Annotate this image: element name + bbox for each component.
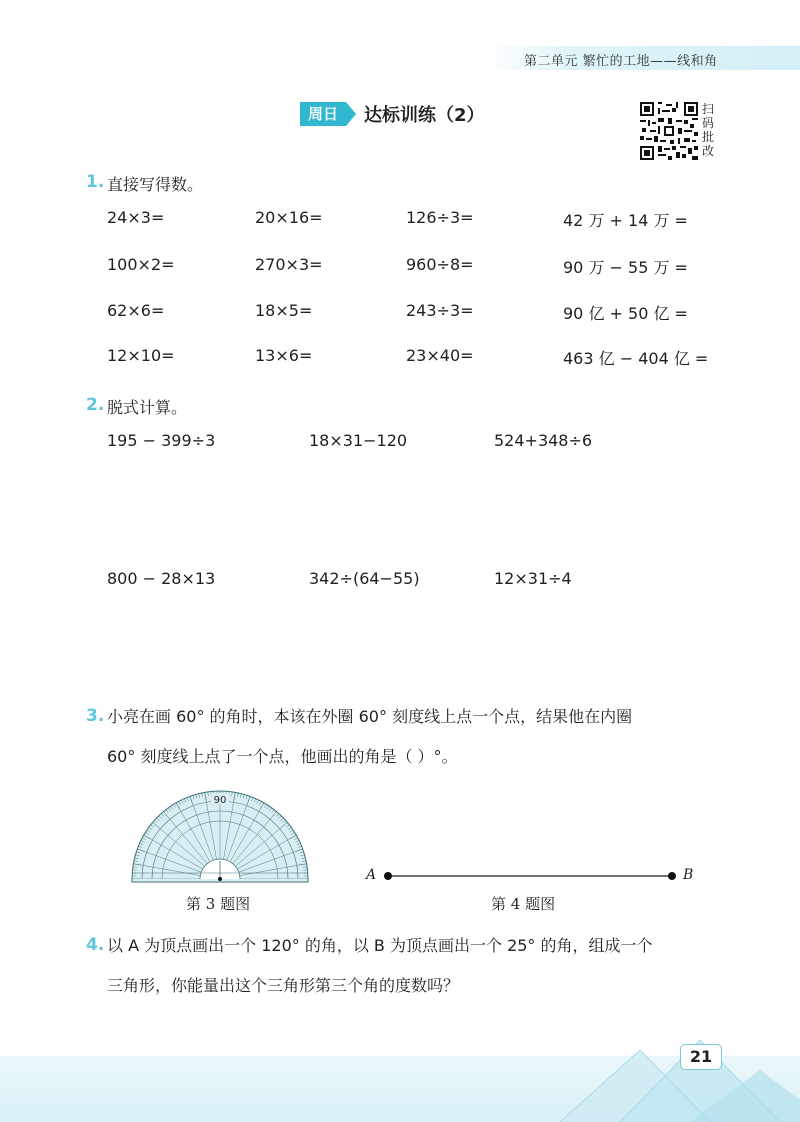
q2-item: 342÷(64−55) <box>309 569 420 588</box>
q3-number: 3. <box>86 706 105 726</box>
q1-prompt: 直接写得数。 <box>107 175 204 194</box>
q1-item: 90 亿 + 50 亿 = <box>563 304 688 323</box>
q1-item: 463 亿 − 404 亿 = <box>563 349 709 368</box>
q1-item: 90 万 − 55 万 = <box>563 258 688 277</box>
title-text: 达标训练（2） <box>364 105 485 126</box>
q1-item: 24×3= <box>107 208 165 227</box>
day-badge: 周日 <box>300 102 346 126</box>
q1-item: 960÷8= <box>406 255 474 274</box>
q1-item: 20×16= <box>255 208 323 227</box>
q1-item: 62×6= <box>107 301 165 320</box>
point-b-label: B <box>683 867 694 883</box>
unit-title: 第二单元 繁忙的工地——线和角 <box>524 54 718 69</box>
protractor-mark: 90 <box>213 795 227 806</box>
q1-number: 1. <box>86 172 105 192</box>
figure-caption-4: 第 4 题图 <box>491 895 556 913</box>
point-a-dot <box>384 872 392 880</box>
q4-text <box>107 926 747 1006</box>
line-segment-ab <box>380 868 680 884</box>
q4-line: 以 A 为顶点画出一个 120° 的角，以 B 为顶点画出一个 25° 的角，组成一个 <box>107 936 653 955</box>
page-number: 21 <box>680 1044 722 1070</box>
q1-item: 126÷3= <box>406 208 474 227</box>
q3-line: 小亮在画 60° 的角时，本该在外圈 60° 刻度线上点一个点，结果他在内圈 <box>107 707 633 726</box>
figure-caption-3: 第 3 题图 <box>186 895 251 913</box>
q2-item: 800 − 28×13 <box>107 569 216 588</box>
q1-item: 23×40= <box>406 346 474 365</box>
qr-label: 扫码批改 <box>702 102 715 158</box>
q1-item: 100×2= <box>107 255 175 274</box>
q1-item: 42 万 + 14 万 = <box>563 211 688 230</box>
q1-item: 13×6= <box>255 346 313 365</box>
q2-item: 195 − 399÷3 <box>107 431 216 450</box>
protractor-figure <box>128 783 312 883</box>
q2-item: 12×31÷4 <box>494 569 572 588</box>
point-b-dot <box>668 872 676 880</box>
q3-line: 60° 刻度线上点了一个点，他画出的角是（ ）°。 <box>107 747 458 766</box>
q3-text <box>107 697 747 777</box>
q2-item: 524+348÷6 <box>494 431 593 450</box>
q4-number: 4. <box>86 935 105 955</box>
q1-item: 270×3= <box>255 255 323 274</box>
q1-item: 18×5= <box>255 301 313 320</box>
q2-item: 18×31−120 <box>309 431 408 450</box>
qr-code-icon[interactable] <box>640 102 698 160</box>
q4-line: 三角形，你能量出这个三角形第三个角的度数吗？ <box>107 976 460 995</box>
q2-number: 2. <box>86 395 105 415</box>
q1-item: 12×10= <box>107 346 175 365</box>
page-title <box>300 100 485 128</box>
q1-item: 243÷3= <box>406 301 474 320</box>
point-a-label: A <box>366 867 377 883</box>
q2-prompt: 脱式计算。 <box>107 398 188 417</box>
